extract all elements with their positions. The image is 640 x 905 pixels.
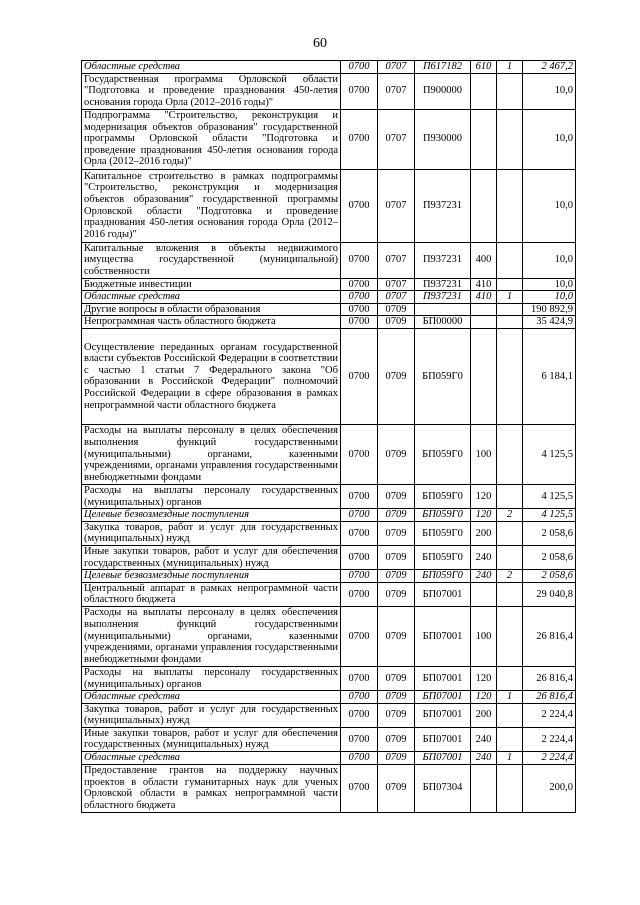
table-row	[82, 316, 576, 329]
cell-podrazdel: 0709	[378, 521, 415, 545]
cell-ist: 1	[497, 752, 523, 765]
cell-razdel: 0700	[341, 509, 378, 522]
cell-sum: 6 184,1	[523, 328, 576, 424]
cell-razdel: 0700	[341, 703, 378, 727]
cell-podrazdel: 0709	[378, 316, 415, 329]
cell-ist	[497, 109, 523, 169]
cell-ist	[497, 727, 523, 751]
cell-vr	[471, 328, 497, 424]
cell-podrazdel: 0707	[378, 169, 415, 242]
cell-sum: 26 816,4	[523, 691, 576, 704]
cell-csr: БП059Г0	[415, 521, 471, 545]
table-row	[82, 521, 576, 545]
cell-razdel: 0700	[341, 727, 378, 751]
cell-sum: 26 816,4	[523, 666, 576, 690]
cell-ist	[497, 484, 523, 508]
table-row-source	[82, 570, 576, 583]
cell-name: Закупка товаров, работ и услуг для государственных (муниципальных) нужд	[82, 703, 341, 727]
cell-razdel: 0700	[341, 278, 378, 291]
table-row	[82, 278, 576, 291]
cell-sum: 2 058,6	[523, 570, 576, 583]
cell-ist: 2	[497, 509, 523, 522]
cell-csr: БП07001	[415, 727, 471, 751]
table-row	[82, 703, 576, 727]
table-row	[82, 303, 576, 316]
cell-razdel: 0700	[341, 73, 378, 109]
table-row	[82, 666, 576, 690]
cell-ist	[497, 666, 523, 690]
cell-podrazdel: 0709	[378, 328, 415, 424]
cell-ist: 1	[497, 61, 523, 74]
cell-vr: 100	[471, 424, 497, 484]
cell-ist	[497, 328, 523, 424]
cell-name: Другие вопросы в области образования	[82, 303, 341, 316]
cell-razdel: 0700	[341, 291, 378, 304]
cell-ist: 2	[497, 570, 523, 583]
cell-csr	[415, 303, 471, 316]
cell-podrazdel: 0709	[378, 727, 415, 751]
cell-podrazdel: 0709	[378, 484, 415, 508]
cell-podrazdel: 0709	[378, 691, 415, 704]
table-row	[82, 169, 576, 242]
cell-name: Подпрограмма "Строительство, реконструкция и модернизация объектов образования" государственной программы Орловской области "Подготовка и проведение празднования 450-летия основания города Орла (2012–2016 годы)"	[82, 109, 341, 169]
table-row-source	[82, 291, 576, 304]
cell-razdel: 0700	[341, 61, 378, 74]
cell-podrazdel: 0709	[378, 509, 415, 522]
cell-csr: БП07001	[415, 703, 471, 727]
cell-podrazdel: 0709	[378, 424, 415, 484]
cell-csr: БП059Г0	[415, 328, 471, 424]
cell-razdel: 0700	[341, 484, 378, 508]
cell-ist	[497, 278, 523, 291]
table-row	[82, 73, 576, 109]
cell-ist	[497, 606, 523, 666]
cell-sum: 2 467,2	[523, 61, 576, 74]
cell-ist	[497, 764, 523, 812]
table-row-source	[82, 61, 576, 74]
table-row	[82, 484, 576, 508]
cell-name: Расходы на выплаты персоналу в целях обеспечения выполнения функций государственными (муниципальными) органами, казенными учреждениями, органами управления государственными внебюджетными фондами	[82, 424, 341, 484]
cell-name: Целевые безвозмездные поступления	[82, 509, 341, 522]
cell-vr: 400	[471, 242, 497, 278]
budget-table	[81, 60, 576, 813]
cell-sum: 2 224,4	[523, 703, 576, 727]
cell-razdel: 0700	[341, 606, 378, 666]
cell-podrazdel: 0709	[378, 606, 415, 666]
cell-csr: П617182	[415, 61, 471, 74]
cell-ist: 1	[497, 691, 523, 704]
cell-sum: 29 040,8	[523, 582, 576, 606]
cell-name: Государственная программа Орловской области "Подготовка и проведение празднования 450-летия основания города Орла (2012–2016 годы)"	[82, 73, 341, 109]
cell-name: Капитальное строительство в рамках подпрограммы "Строительство, реконструкция и модернизация объектов образования" государственной программы Орловской области "Подготовка и проведение празднования 450-летия основания города Орла (2012–2016 годы)"	[82, 169, 341, 242]
cell-csr: П937231	[415, 242, 471, 278]
cell-csr: БП059Г0	[415, 570, 471, 583]
cell-csr: БП059Г0	[415, 509, 471, 522]
cell-name: Целевые безвозмездные поступления	[82, 570, 341, 583]
cell-ist	[497, 242, 523, 278]
cell-name: Областные средства	[82, 291, 341, 304]
cell-ist	[497, 545, 523, 569]
table-row	[82, 109, 576, 169]
budget-table-body	[82, 61, 576, 813]
cell-razdel: 0700	[341, 545, 378, 569]
cell-name: Иные закупки товаров, работ и услуг для обеспечения государственных (муниципальных) нужд	[82, 727, 341, 751]
cell-podrazdel: 0709	[378, 764, 415, 812]
cell-ist: 1	[497, 291, 523, 304]
cell-ist	[497, 521, 523, 545]
cell-csr: БП07001	[415, 582, 471, 606]
cell-vr	[471, 169, 497, 242]
cell-ist	[497, 169, 523, 242]
cell-name: Осуществление переданных органам государственной власти субъектов Российской Федерации в соответствии с частью 1 статьи 7 Федерального закона "Об образовании в Российской Федерации" полномочий Российской Федерации в сфере образования в рамках непрограммной части областного бюджета	[82, 328, 341, 424]
cell-sum: 26 816,4	[523, 606, 576, 666]
cell-csr: БП00000	[415, 316, 471, 329]
cell-razdel: 0700	[341, 242, 378, 278]
cell-csr: БП07304	[415, 764, 471, 812]
cell-vr: 240	[471, 752, 497, 765]
cell-sum: 2 058,6	[523, 521, 576, 545]
table-row-source	[82, 509, 576, 522]
cell-razdel: 0700	[341, 109, 378, 169]
cell-razdel: 0700	[341, 691, 378, 704]
cell-name: Областные средства	[82, 752, 341, 765]
cell-vr: 410	[471, 278, 497, 291]
cell-podrazdel: 0707	[378, 109, 415, 169]
cell-vr: 240	[471, 727, 497, 751]
cell-vr: 100	[471, 606, 497, 666]
cell-vr: 610	[471, 61, 497, 74]
cell-csr: П937231	[415, 291, 471, 304]
cell-name: Центральный аппарат в рамках непрограммной части областного бюджета	[82, 582, 341, 606]
cell-vr	[471, 316, 497, 329]
cell-podrazdel: 0707	[378, 291, 415, 304]
cell-podrazdel: 0709	[378, 666, 415, 690]
cell-vr: 120	[471, 484, 497, 508]
cell-sum: 10,0	[523, 291, 576, 304]
cell-podrazdel: 0709	[378, 570, 415, 583]
cell-razdel: 0700	[341, 764, 378, 812]
cell-sum: 4 125,5	[523, 509, 576, 522]
cell-podrazdel: 0709	[378, 545, 415, 569]
cell-sum: 10,0	[523, 109, 576, 169]
cell-podrazdel: 0709	[378, 303, 415, 316]
cell-podrazdel: 0709	[378, 703, 415, 727]
cell-name: Расходы на выплаты персоналу государственных (муниципальных) органов	[82, 484, 341, 508]
cell-sum: 200,0	[523, 764, 576, 812]
cell-ist	[497, 703, 523, 727]
cell-razdel: 0700	[341, 752, 378, 765]
cell-podrazdel: 0707	[378, 61, 415, 74]
cell-vr: 120	[471, 691, 497, 704]
table-row-source	[82, 691, 576, 704]
cell-vr	[471, 303, 497, 316]
cell-ist	[497, 303, 523, 316]
cell-sum: 2 224,4	[523, 727, 576, 751]
cell-podrazdel: 0707	[378, 278, 415, 291]
cell-name: Расходы на выплаты персоналу в целях обеспечения выполнения функций государственными (муниципальными) органами, казенными учреждениями, органами управления государственными внебюджетными фондами	[82, 606, 341, 666]
cell-vr: 200	[471, 703, 497, 727]
cell-name: Иные закупки товаров, работ и услуг для обеспечения государственных (муниципальных) нужд	[82, 545, 341, 569]
table-row	[82, 606, 576, 666]
page-number: 60	[313, 36, 327, 51]
cell-csr: БП059Г0	[415, 424, 471, 484]
cell-podrazdel: 0709	[378, 582, 415, 606]
table-row	[82, 582, 576, 606]
table-row	[82, 764, 576, 812]
cell-csr: П937231	[415, 278, 471, 291]
table-row	[82, 328, 576, 424]
cell-sum: 10,0	[523, 278, 576, 291]
cell-name: Непрограммная часть областного бюджета	[82, 316, 341, 329]
cell-sum: 4 125,5	[523, 424, 576, 484]
cell-vr: 200	[471, 521, 497, 545]
table-row	[82, 545, 576, 569]
cell-sum: 2 224,4	[523, 752, 576, 765]
cell-ist	[497, 424, 523, 484]
cell-razdel: 0700	[341, 666, 378, 690]
cell-csr: БП07001	[415, 606, 471, 666]
cell-razdel: 0700	[341, 521, 378, 545]
cell-csr: БП07001	[415, 666, 471, 690]
cell-vr: 120	[471, 666, 497, 690]
table-row	[82, 242, 576, 278]
cell-razdel: 0700	[341, 328, 378, 424]
cell-podrazdel: 0709	[378, 752, 415, 765]
cell-podrazdel: 0707	[378, 242, 415, 278]
cell-sum: 10,0	[523, 242, 576, 278]
cell-name: Капитальные вложения в объекты недвижимого имущества государственной (муниципальной) собственности	[82, 242, 341, 278]
cell-sum: 190 892,9	[523, 303, 576, 316]
cell-name: Областные средства	[82, 691, 341, 704]
table-row	[82, 727, 576, 751]
cell-ist	[497, 582, 523, 606]
table-row	[82, 424, 576, 484]
cell-ist	[497, 73, 523, 109]
cell-vr: 240	[471, 545, 497, 569]
cell-razdel: 0700	[341, 303, 378, 316]
cell-vr	[471, 582, 497, 606]
cell-sum: 10,0	[523, 169, 576, 242]
cell-csr: БП059Г0	[415, 545, 471, 569]
cell-csr: П900000	[415, 73, 471, 109]
cell-sum: 2 058,6	[523, 545, 576, 569]
cell-csr: БП059Г0	[415, 484, 471, 508]
cell-razdel: 0700	[341, 316, 378, 329]
cell-razdel: 0700	[341, 570, 378, 583]
cell-ist	[497, 316, 523, 329]
cell-name: Областные средства	[82, 61, 341, 74]
cell-razdel: 0700	[341, 582, 378, 606]
cell-vr	[471, 764, 497, 812]
cell-sum: 35 424,9	[523, 316, 576, 329]
cell-name: Расходы на выплаты персоналу государственных (муниципальных) органов	[82, 666, 341, 690]
cell-name: Закупка товаров, работ и услуг для государственных (муниципальных) нужд	[82, 521, 341, 545]
cell-sum: 10,0	[523, 73, 576, 109]
table-row-source	[82, 752, 576, 765]
cell-sum: 4 125,5	[523, 484, 576, 508]
cell-csr: П937231	[415, 169, 471, 242]
cell-name: Бюджетные инвестиции	[82, 278, 341, 291]
cell-vr: 240	[471, 570, 497, 583]
cell-csr: БП07001	[415, 691, 471, 704]
cell-csr: БП07001	[415, 752, 471, 765]
cell-name: Предоставление грантов на поддержку научных проектов в области гуманитарных наук для ученых Орловской области в рамках непрограммной части областного бюджета	[82, 764, 341, 812]
cell-vr: 410	[471, 291, 497, 304]
cell-podrazdel: 0707	[378, 73, 415, 109]
cell-vr	[471, 109, 497, 169]
cell-vr: 120	[471, 509, 497, 522]
cell-razdel: 0700	[341, 169, 378, 242]
cell-vr	[471, 73, 497, 109]
cell-razdel: 0700	[341, 424, 378, 484]
cell-csr: П930000	[415, 109, 471, 169]
